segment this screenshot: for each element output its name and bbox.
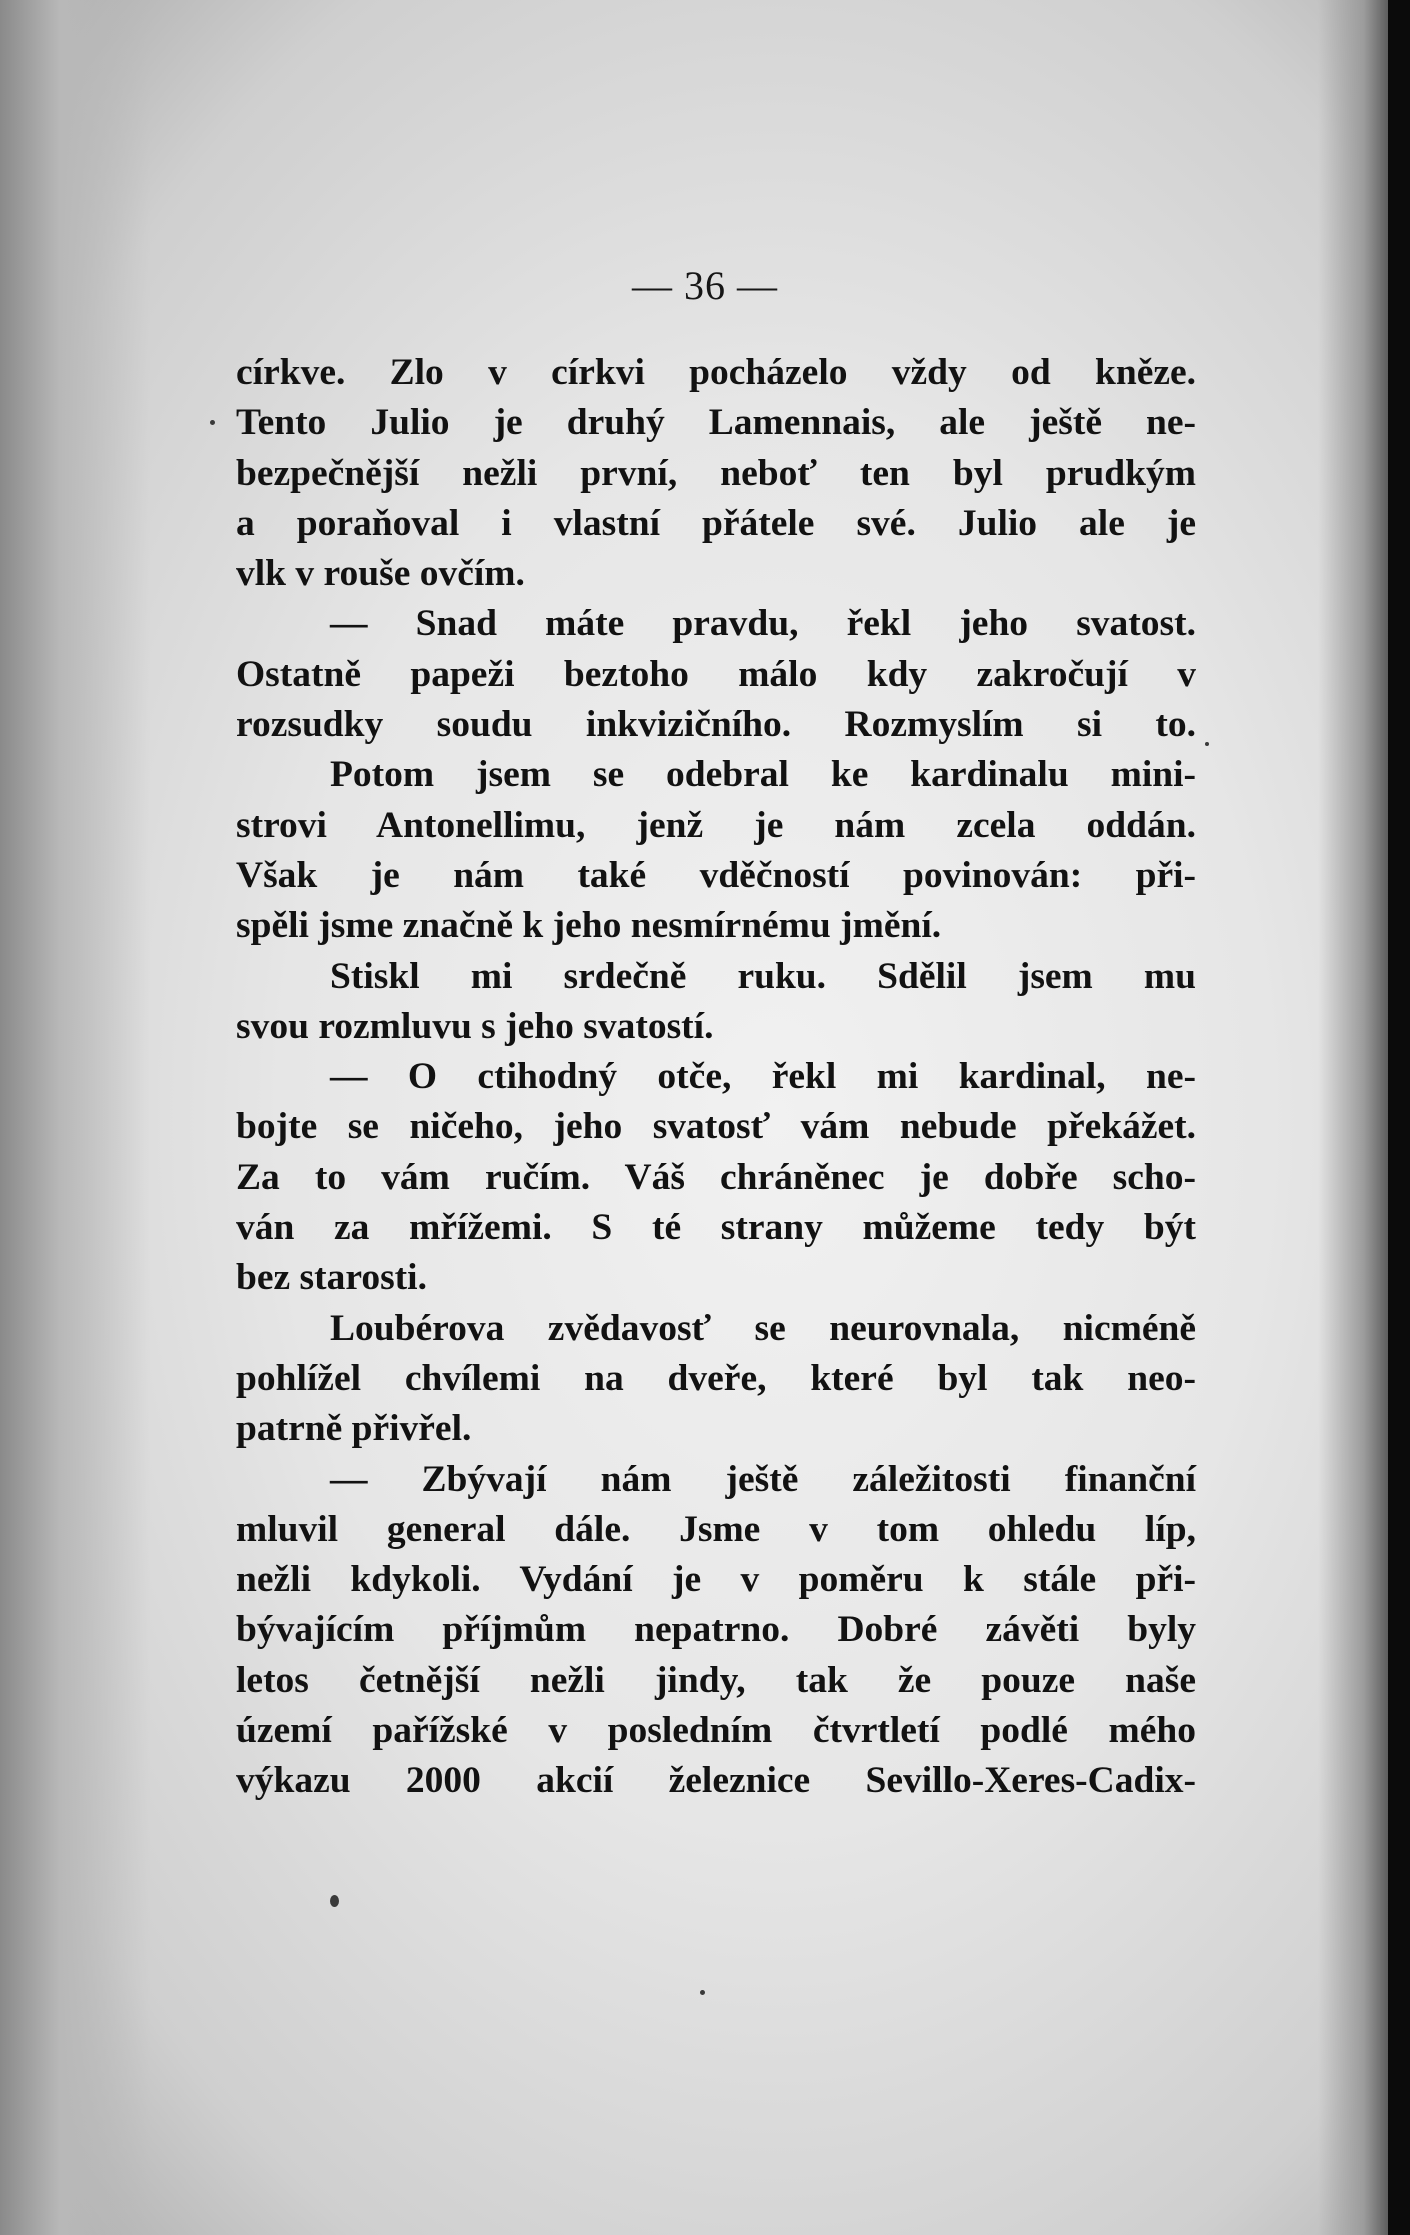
text-line: bez starosti. xyxy=(236,1257,427,1299)
spine-shadow xyxy=(0,0,150,2235)
text-line: strovi Antonellimu, jenž je nám zcela oddán. xyxy=(236,804,1196,846)
text-line: — O ctihodný otče, řekl mi kardinal, ne- xyxy=(330,1056,1196,1098)
text-line: Stiskl mi srdečně ruku. Sdělil jsem mu xyxy=(330,955,1196,997)
page-edge xyxy=(1388,0,1410,2235)
ink-speck xyxy=(210,420,215,425)
text-line: Potom jsem se odebral ke kardinalu mini- xyxy=(330,754,1196,796)
text-line: Však je nám také vděčností povinován: při- xyxy=(236,854,1196,896)
page-number: — 36 — xyxy=(632,263,778,308)
page-fold-shadow xyxy=(1318,0,1388,2235)
text-line: bezpečnější nežli první, neboť ten byl prudkým xyxy=(236,452,1196,494)
text-line: bojte se ničeho, jeho svatosť vám nebude překážet. xyxy=(236,1106,1196,1148)
text-line: výkazu 2000 akcií železnice Sevillo-Xeres-Cadix- xyxy=(236,1760,1196,1802)
text-line: svou rozmluvu s jeho svatostí. xyxy=(236,1005,714,1047)
ink-speck xyxy=(330,1895,339,1907)
text-line: pohlížel chvílemi na dveře, které byl tak neo- xyxy=(236,1357,1196,1399)
text-line: území pařížské v posledním čtvrtletí podlé mého xyxy=(236,1710,1196,1752)
text-line: rozsudky soudu inkvizičního. Rozmyslím si to. xyxy=(236,704,1196,746)
text-line: patrně přivřel. xyxy=(236,1408,472,1450)
text-line: a poraňoval i vlastní přátele své. Julio ale je xyxy=(236,502,1196,544)
text-line: Ostatně papeži beztoho málo kdy zakročují v xyxy=(236,653,1196,695)
body-text xyxy=(236,348,1196,1807)
text-line: — Snad máte pravdu, řekl jeho svatost. xyxy=(330,603,1196,645)
text-line: — Zbývají nám ještě záležitosti finanční xyxy=(330,1458,1196,1500)
text-line: vlk v rouše ovčím. xyxy=(236,553,525,595)
text-line: Za to vám ručím. Váš chráněnec je dobře scho- xyxy=(236,1156,1196,1198)
text-line: bývajícím příjmům nepatrno. Dobré závěti byly xyxy=(236,1609,1196,1651)
ink-speck xyxy=(1205,742,1209,746)
text-line: církve. Zlo v církvi pocházelo vždy od kněze. xyxy=(236,352,1196,393)
text-line: Loubérova zvědavosť se neurovnala, nicméně xyxy=(330,1307,1196,1349)
ink-speck xyxy=(700,1990,705,1995)
text-line: Tento Julio je druhý Lamennais, ale ještě ne- xyxy=(236,402,1196,444)
text-line: nežli kdykoli. Vydání je v poměru k stále při- xyxy=(236,1559,1196,1601)
text-line: ván za mřížemi. S té strany můžeme tedy být xyxy=(236,1207,1196,1249)
text-line: mluvil general dále. Jsme v tom ohledu líp, xyxy=(236,1508,1196,1550)
text-line: letos četnější nežli jindy, tak že pouze naše xyxy=(236,1659,1196,1701)
text-line: spěli jsme značně k jeho nesmírnému jmění. xyxy=(236,905,942,947)
